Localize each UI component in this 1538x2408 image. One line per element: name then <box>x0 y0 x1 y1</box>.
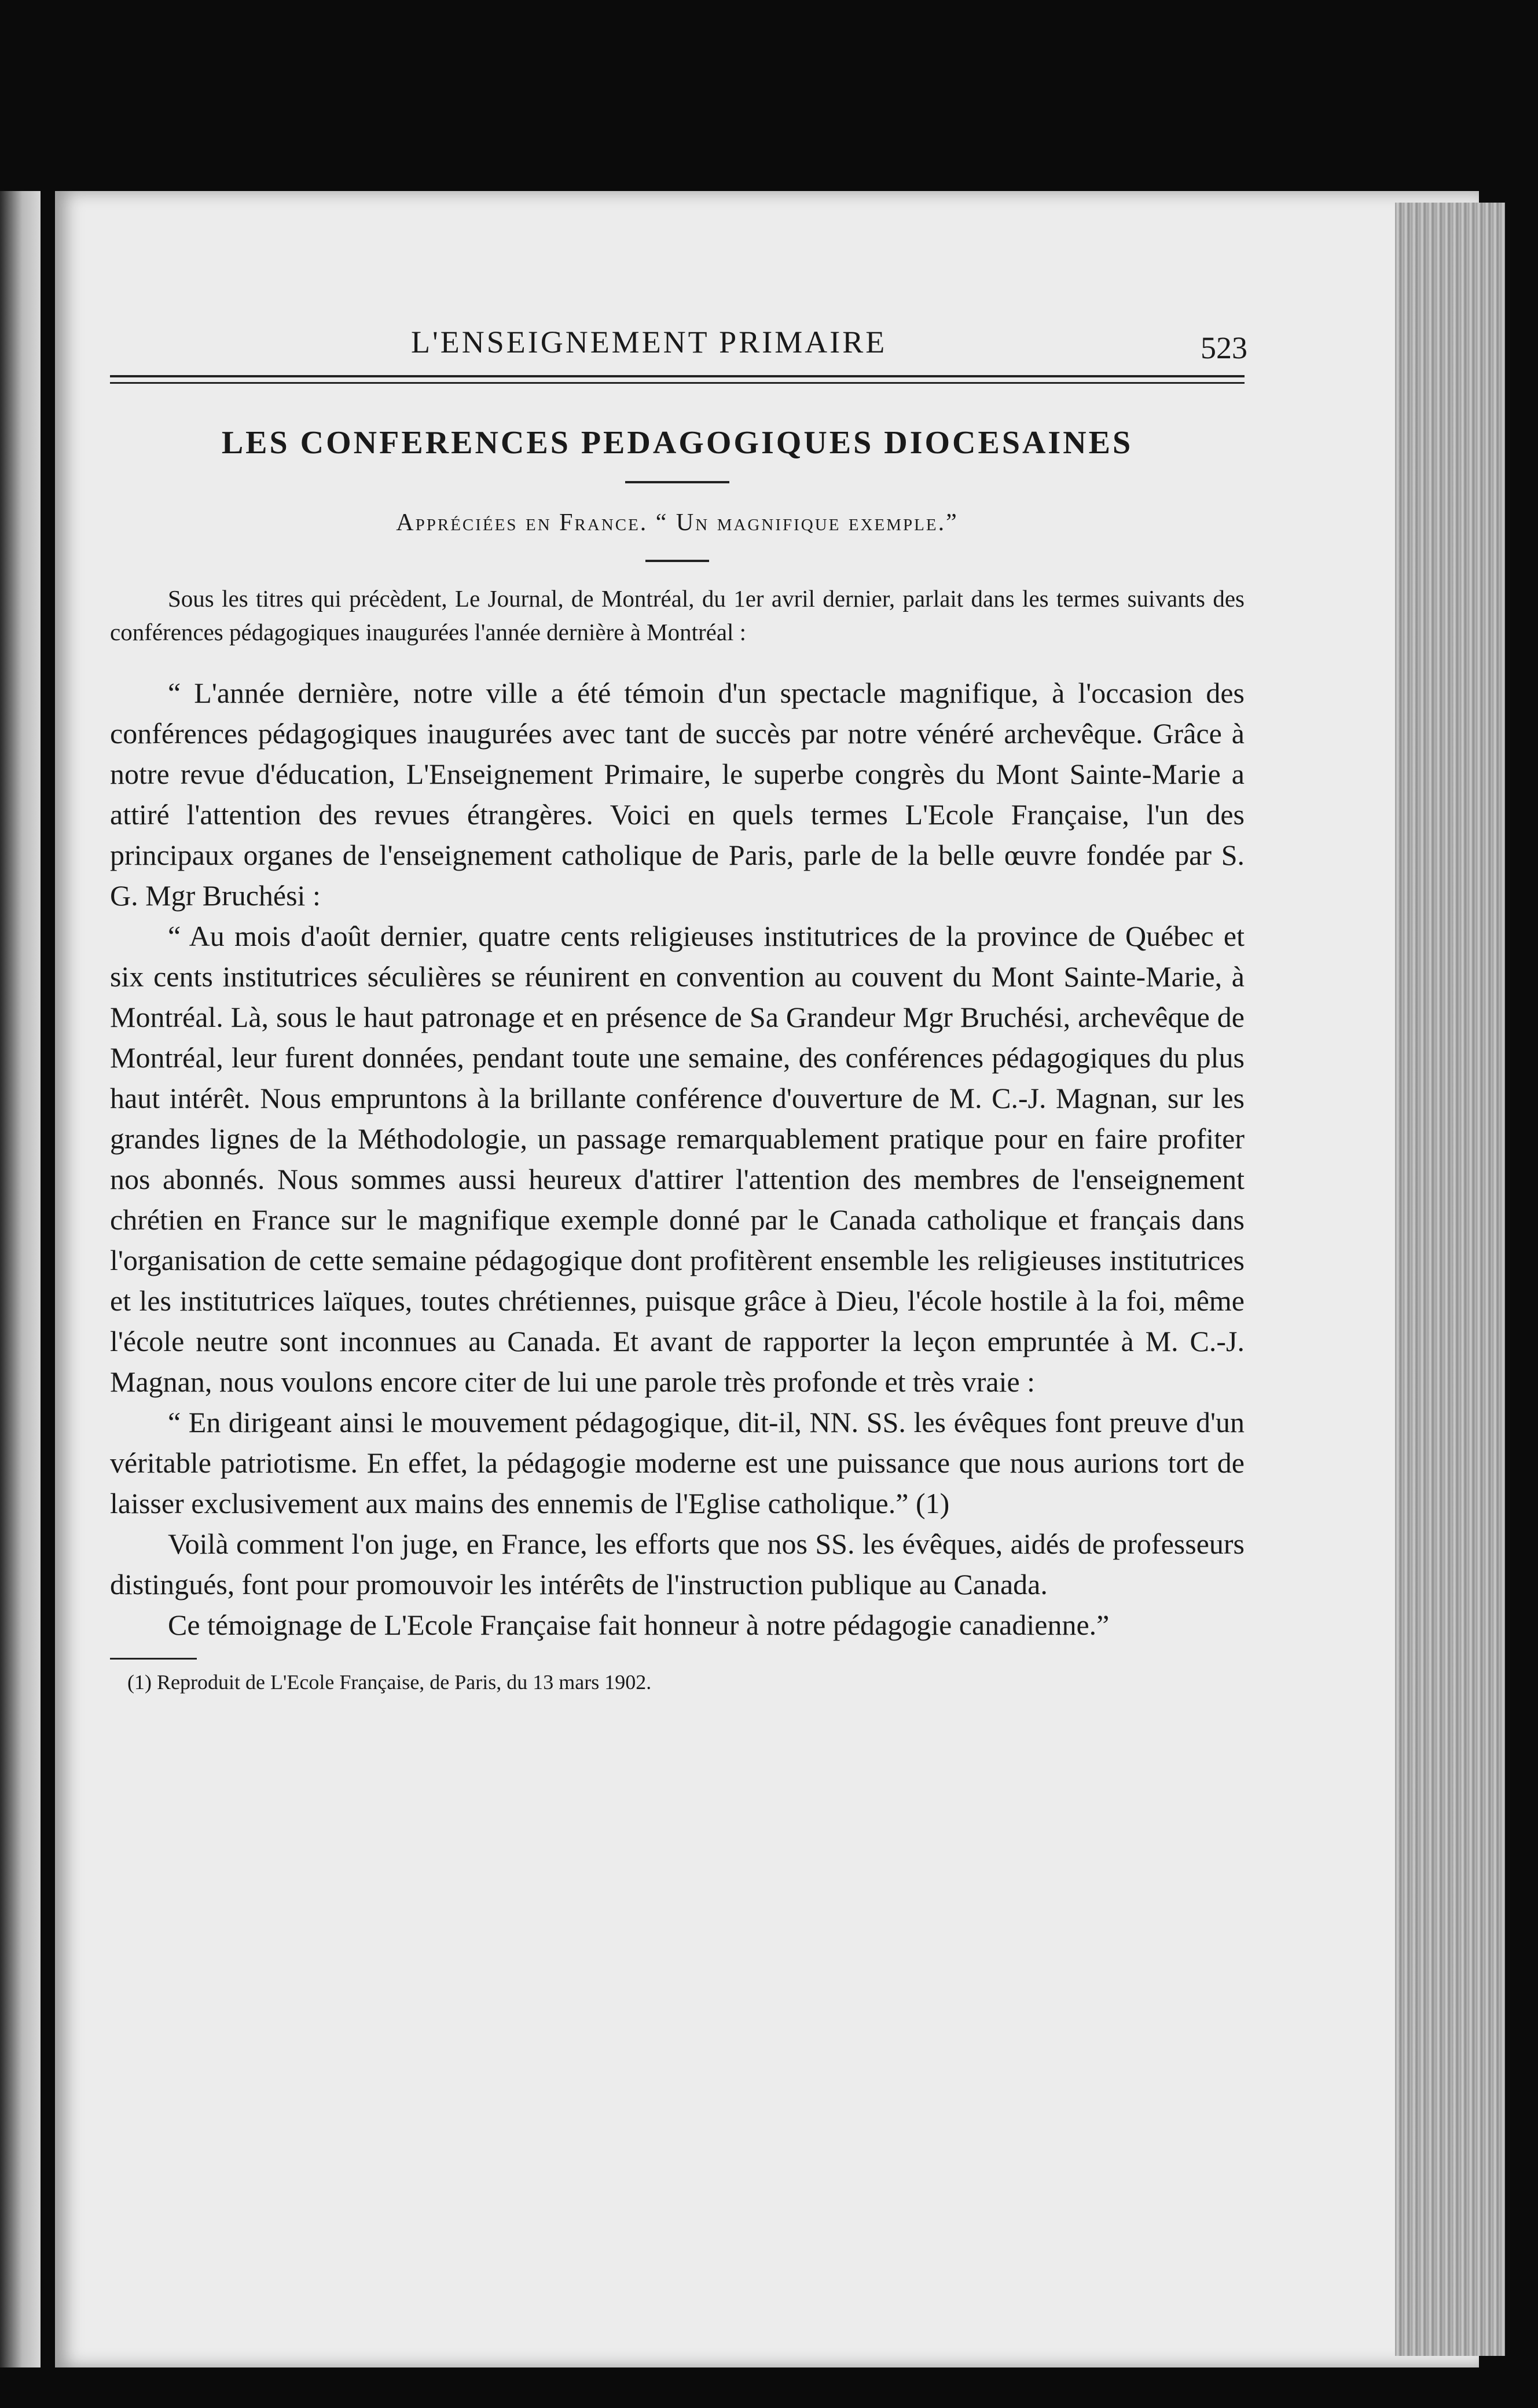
article-subtitle: Appréciées en France. “ Un magnifique exemple.” <box>396 509 959 536</box>
adjacent-page-edge <box>0 191 41 2367</box>
page-edges <box>1395 203 1505 2356</box>
body-paragraph-5: Ce témoignage de L'Ecole Française fait honneur à notre pédagogie canadienne.” <box>168 1609 1110 1641</box>
title-rule <box>625 481 729 483</box>
body-paragraph-2: “ Au mois d'août dernier, quatre cents religieuses institutrices de la province de Québec et six cents institutrices séculières se réunirent en convention au couvent du Mont Sainte-Marie, à Montréal. Là, sous le haut patronage et en présence de Sa Grandeur Mgr Bruchési, archevêque de Montréal, leur furent données, pendant toute une semaine, des conférences pédagogiques du plus haut intérêt. Nous empruntons à la brillante conférence d'ouverture de M. C.-J. Magnan, sur les grandes lignes de la Méthodologie, un passage remarquablement pratique pour en faire profiter nos abonnés. Nous sommes aussi heureux d'attirer l'attention des membres de l'enseignement chrétien en France sur le magnifique exemple donné par le Canada catholique et français dans l'organisation de cette semaine pédagogique dont profitèrent ensemble les religieuses institutrices et les institutrices laïques, toutes chrétiennes, puisque grâce à Dieu, l'école hostile à la foi, même l'école neutre sont inconnues au Canada. Et avant de rapporter la leçon empruntée à M. C.-J. Magnan, nous voulons encore citer de lui une parole très profonde et très vraie : <box>110 920 1245 1398</box>
article-title: LES CONFERENCES PEDAGOGIQUES DIOCESAINES <box>221 425 1133 461</box>
running-head <box>110 324 1245 370</box>
page-content <box>110 324 1245 1694</box>
subtitle-rule <box>645 560 709 562</box>
body-paragraph-1: “ L'année dernière, notre ville a été témoin d'un spectacle magnifique, à l'occasion des conférences pédagogiques inaugurées avec tant de succès par notre vénéré archevêque. Grâce à notre revue d'éducation, L'Enseignement Primaire, le superbe congrès du Mont Sainte-Marie a attiré l'attention des revues étrangères. Voici en quels termes L'Ecole Française, l'un des principaux organes de l'enseignement catholique de Paris, parle de la belle œuvre fondée par S. G. Mgr Bruchési : <box>110 677 1245 912</box>
body-paragraph-4: Voilà comment l'on juge, en France, les efforts que nos SS. les évêques, aidés de professeurs distingués, font pour promouvoir les intérêts de l'instruction publique au Canada. <box>110 1528 1245 1601</box>
footnote-rule <box>110 1658 197 1660</box>
intro-paragraph: Sous les titres qui précèdent, Le Journal, de Montréal, du 1er avril dernier, parlait dans les termes suivants des conférences pédagogiques inaugurées l'année dernière à Montréal : <box>110 585 1245 645</box>
header-rule <box>110 375 1245 384</box>
page-number: 523 <box>1201 331 1247 365</box>
running-title: L'ENSEIGNEMENT PRIMAIRE <box>411 325 887 359</box>
footnote: (1) Reproduit de L'Ecole Française, de Paris, du 13 mars 1902. <box>127 1671 652 1694</box>
body-paragraph-3: “ En dirigeant ainsi le mouvement pédagogique, dit-il, NN. SS. les évêques font preuve d'un véritable patriotisme. En effet, la pédagogie moderne est une puissance que nous aurions tort de laisser exclusivement aux mains des ennemis de l'Eglise catholique.” (1) <box>110 1406 1245 1519</box>
